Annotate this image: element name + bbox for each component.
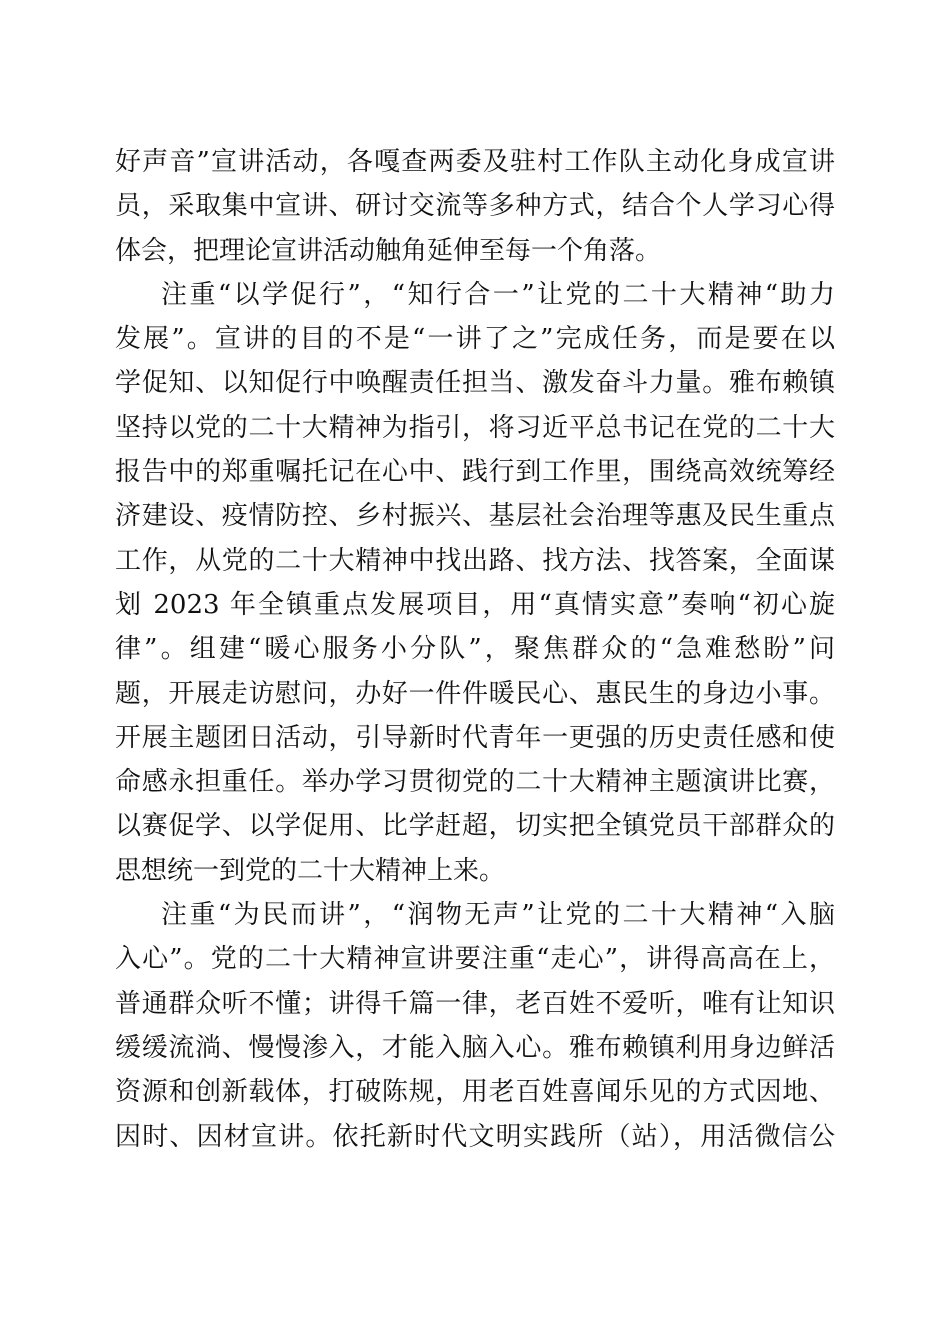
text-line: 报告中的郑重嘱托记在心中、践行到工作里，围绕高效统筹经 [115,457,835,488]
text-line: 命感永担重任。举办学习贯彻党的二十大精神主题演讲比赛， [115,767,835,798]
paragraph [115,893,835,1159]
text-line: 好声音”宣讲活动，各嘎查两委及驻村工作队主动化身成宣讲 [115,147,835,177]
text-line: 以赛促学、以学促用、比学赶超，切实把全镇党员干部群众的 [115,811,835,842]
text-line: 资源和创新载体，打破陈规，用老百姓喜闻乐见的方式因地、 [115,1077,835,1108]
text-line: 思想统一到党的二十大精神上来。 [115,855,506,886]
text-line: 济建设、疫情防控、乡村振兴、基层社会治理等惠及民生重点 [115,501,835,532]
text-line: 因时、因材宣讲。依托新时代文明实践所（站），用活微信公 [115,1121,835,1152]
text-line: 坚持以党的二十大精神为指引，将习近平总书记在党的二十大 [115,412,835,443]
text-line: 缓缓流淌、慢慢渗入，才能入脑入心。雅布赖镇利用身边鲜活 [115,1032,835,1063]
text-line: 开展主题团日活动，引导新时代青年一更强的历史责任感和使 [115,722,835,753]
text-line: 注重“为民而讲”，“润物无声”让党的二十大精神“入脑 [161,900,835,931]
body-text [115,140,835,1159]
text-line: 发展”。宣讲的目的不是“一讲了之”完成任务，而是要在以 [115,324,835,355]
paragraph [115,273,835,893]
text-line: 注重“以学促行”，“知行合一”让党的二十大精神“助力 [161,279,835,310]
paragraph [115,140,835,273]
text-line: 划 2023 年全镇重点发展项目，用“真情实意”奏响“初心旋 [115,589,835,620]
text-line: 题，开展走访慰问，办好一件件暖民心、惠民生的身边小事。 [115,678,835,709]
text-line: 学促知、以知促行中唤醒责任担当、激发奋斗力量。雅布赖镇 [115,368,835,399]
text-line: 员，采取集中宣讲、研讨交流等多种方式，结合个人学习心得 [115,191,835,222]
text-line: 律”。组建“暖心服务小分队”，聚焦群众的“急难愁盼”问 [115,634,835,665]
text-line: 工作，从党的二十大精神中找出路、找方法、找答案，全面谋 [115,545,835,576]
text-line: 入心”。党的二十大精神宣讲要注重“走心”，讲得高高在上， [115,944,835,975]
text-line: 普通群众听不懂；讲得千篇一律，老百姓不爱听，唯有让知识 [115,988,835,1019]
text-line: 体会，把理论宣讲活动触角延伸至每一个角落。 [115,235,662,266]
